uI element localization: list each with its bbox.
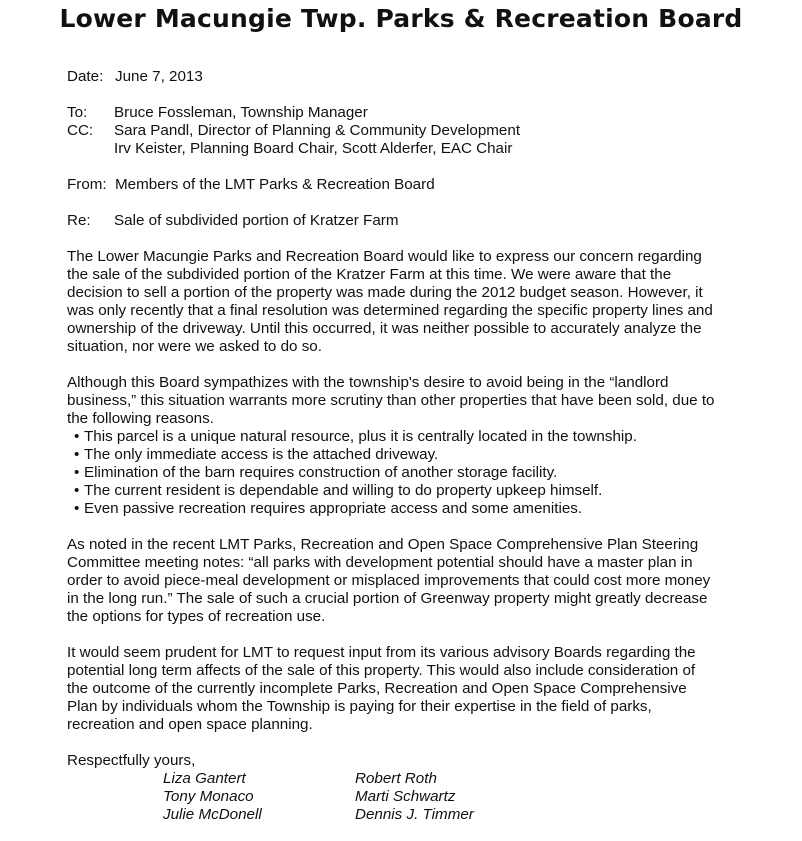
cc-line-2	[114, 140, 512, 158]
cc-value-2: Irv Keister, Planning Board Chair, Scott Alderfer, EAC Chair	[114, 140, 513, 157]
reasons-list	[74, 428, 637, 518]
signers-left	[163, 770, 262, 824]
paragraph-line: order to avoid piece-meal development or misplaced improvements that could cost more money	[67, 572, 711, 589]
paragraph-line: the options for types of recreation use.	[67, 608, 326, 625]
to-value: Bruce Fossleman, Township Manager	[114, 104, 368, 121]
signer-name: Marti Schwartz	[355, 788, 456, 805]
cc-value-1: Sara Pandl, Director of Planning & Community Development	[114, 122, 521, 139]
re-line	[67, 212, 398, 230]
from-value: Members of the LMT Parks & Recreation Board	[115, 176, 435, 193]
paragraph-line: was only recently that a final resolution was determined regarding the specific property lines and	[67, 302, 713, 319]
paragraph-line: ownership of the driveway. Until this occurred, it was neither possible to accurately analyze the	[67, 320, 702, 337]
paragraph-2	[67, 374, 767, 428]
paragraph-line: potential long term affects of the sale of this property. This would also include consideration of	[67, 662, 696, 679]
paragraph-4	[67, 644, 767, 734]
paragraph-line: in the long run.” The sale of such a crucial portion of Greenway property might greatly decrease	[67, 590, 708, 607]
signer-name: Liza Gantert	[163, 770, 246, 787]
signer-name: Tony Monaco	[163, 788, 254, 805]
list-item: • Elimination of the barn requires construction of another storage facility.	[74, 464, 637, 482]
paragraph-line: Plan by individuals whom the Township is paying for their expertise in the field of parks,	[67, 698, 652, 715]
re-label: Re:	[67, 212, 91, 229]
signers-right	[355, 770, 474, 824]
paragraph-3	[67, 536, 767, 626]
paragraph-line: Although this Board sympathizes with the township's desire to avoid being in the “landlord	[67, 374, 669, 391]
paragraph-line: business,” this situation warrants more scrutiny than other properties that have been sold, due to	[67, 392, 715, 409]
to-label: To:	[67, 104, 88, 121]
paragraph-line: It would seem prudent for LMT to request input from its various advisory Boards regarding the	[67, 644, 696, 661]
signer-name: Robert Roth	[355, 770, 437, 787]
cc-label: CC:	[67, 122, 94, 139]
cc-line	[67, 122, 520, 140]
paragraph-line: The Lower Macungie Parks and Recreation Board would like to express our concern regarding	[67, 248, 702, 265]
date-label: Date:	[67, 68, 104, 85]
paragraph-line: the outcome of the currently incomplete Parks, Recreation and Open Space Comprehensive	[67, 680, 687, 697]
document-title: Lower Macungie Twp. Parks & Recreation Board	[59, 4, 743, 33]
paragraph-line: recreation and open space planning.	[67, 716, 313, 733]
re-value: Sale of subdivided portion of Kratzer Farm	[114, 212, 399, 229]
list-item: • The current resident is dependable and willing to do property upkeep himself.	[74, 482, 637, 500]
paragraph-line: situation, nor were we asked to do so.	[67, 338, 322, 355]
paragraph-line: the sale of the subdivided portion of the Kratzer Farm at this time. We were aware that the	[67, 266, 672, 283]
signer-name: Julie McDonell	[163, 806, 262, 823]
signer-name: Dennis J. Timmer	[355, 806, 474, 823]
date-value: June 7, 2013	[115, 68, 203, 85]
paragraph-line: Committee meeting notes: “all parks with development potential should have a master plan in	[67, 554, 693, 571]
list-item: • Even passive recreation requires appropriate access and some amenities.	[74, 500, 637, 518]
salutation: Respectfully yours,	[67, 752, 196, 769]
paragraph-line: the following reasons.	[67, 410, 214, 427]
list-item: • The only immediate access is the attached driveway.	[74, 446, 637, 464]
date-line	[67, 68, 203, 86]
from-label: From:	[67, 176, 107, 193]
from-line	[67, 176, 435, 194]
list-item: • This parcel is a unique natural resource, plus it is centrally located in the township.	[74, 428, 637, 446]
paragraph-line: As noted in the recent LMT Parks, Recreation and Open Space Comprehensive Plan Steering	[67, 536, 699, 553]
paragraph-1	[67, 248, 767, 356]
to-line	[67, 104, 368, 122]
paragraph-line: decision to sell a portion of the property was made during the 2012 budget season. However, it	[67, 284, 703, 301]
